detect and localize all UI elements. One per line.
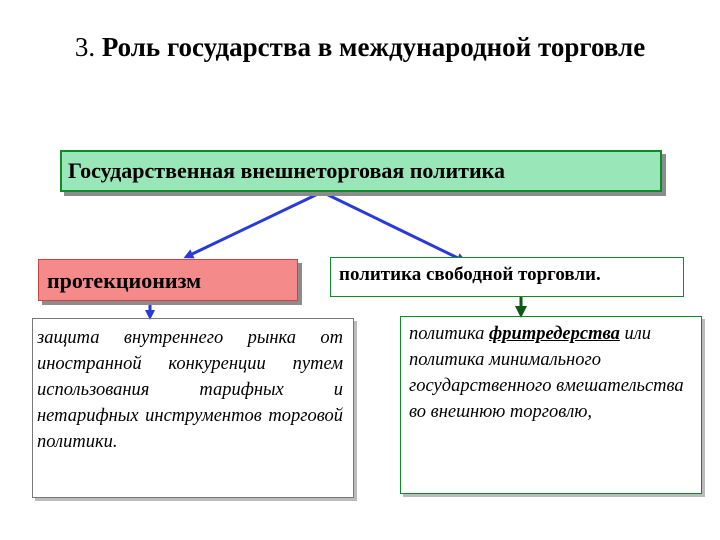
free-trade-desc-start: политика <box>409 324 490 344</box>
protectionism-box: протекционизм <box>38 259 298 301</box>
trade-policy-box: Государственная внешнеторговая политика <box>60 150 662 192</box>
arrow-to-protectionism <box>188 192 322 256</box>
free-trade-desc-end: или политика минимального государственного вмешательства во внешнюю торговлю, <box>409 324 684 422</box>
slide-title <box>60 28 660 66</box>
arrow-to-free-trade <box>322 192 462 260</box>
title-number: 3. <box>74 32 96 62</box>
title-text: Роль государства в международной торговле <box>101 32 646 62</box>
free-trade-description <box>400 316 702 494</box>
free-trade-box: политика свободной торговли. <box>330 257 684 297</box>
protectionism-description: защита внутреннего рынка от иностранной конкуренции путем использования тарифных и нетарифных инструментов торговой политики. <box>32 318 354 498</box>
free-trade-desc-term: фритредерства <box>489 324 620 344</box>
